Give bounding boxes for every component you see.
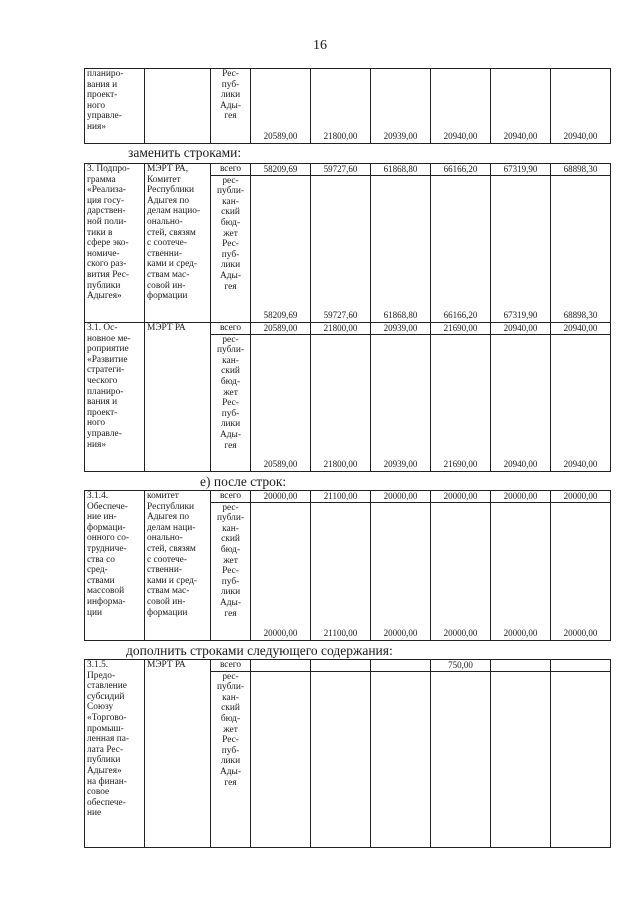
source-cell: всего рес- публи- кан- ский бюд- жет Рес- пуб- лики Ады- гея bbox=[211, 660, 251, 848]
source-cell: всего рес- публи- кан- ский бюд- жет Рес- пуб- лики Ады- гея bbox=[211, 323, 251, 472]
value-cell: 66166,20 66166,20 bbox=[431, 164, 491, 323]
value-cell: 20000,00 20000,00 bbox=[251, 491, 311, 641]
value-cell bbox=[491, 660, 551, 848]
table-after bbox=[84, 490, 611, 641]
value-cell: 20940,00 20940,00 bbox=[551, 323, 611, 472]
row-title-cell: 3.1.4. Обеспече- ние ин- формаци- онного со- трудниче- ства со сред- ствами массовой информа- ции bbox=[85, 491, 145, 641]
value-cell: 20000,00 20000,00 bbox=[431, 491, 491, 641]
instruction-after: е) после строк: bbox=[200, 474, 287, 489]
value-cell: 21800,00 21800,00 bbox=[311, 323, 371, 472]
value-cell: 20000,00 20000,00 bbox=[551, 491, 611, 641]
executor-cell: МЭРТ РА bbox=[145, 323, 211, 472]
value-cell: 20589,00 20589,00 bbox=[251, 323, 311, 472]
value-cell: 68898,30 68898,30 bbox=[551, 164, 611, 323]
value-cell: 21100,00 21100,00 bbox=[311, 491, 371, 641]
source-cell: всего рес- публи- кан- ский бюд- жет Рес- пуб- лики Ады- гея bbox=[211, 491, 251, 641]
value-cell: 20589,00 bbox=[251, 69, 311, 144]
value-cell bbox=[551, 660, 611, 848]
table-replacement bbox=[84, 163, 611, 472]
row-title-cell: планиро- вания и проект- ного управле- ния» bbox=[85, 69, 145, 144]
executor-cell: комитет Республики Адыгея по делам наци- онально- стей, связям с соотече- ственни- ками и сред- ствам мас- совой ин- формации bbox=[145, 491, 211, 641]
value-cell: 750,00 bbox=[431, 660, 491, 848]
value-cell: 20940,00 bbox=[491, 69, 551, 144]
row-title-cell: 3.1. Ос- новное ме- роприятие «Развитие стратеги- ческого планиро- вания и проект- ного управле- ния» bbox=[85, 323, 145, 472]
value-cell: 20939,00 20939,00 bbox=[371, 323, 431, 472]
value-cell: 59727,60 59727,60 bbox=[311, 164, 371, 323]
page-number: 16 bbox=[313, 38, 327, 53]
value-cell bbox=[371, 660, 431, 848]
executor-cell bbox=[145, 69, 211, 144]
value-cell: 61868,80 61868,80 bbox=[371, 164, 431, 323]
row-title-cell: 3. Подпро- грамма «Реализа- ция госу- дарствен- ной поли- тики в сфере эко- номиче- ского раз- вития Рес- публики Адыгея» bbox=[85, 164, 145, 323]
value-cell: 21690,00 21690,00 bbox=[431, 323, 491, 472]
value-cell: 20940,00 20940,00 bbox=[491, 323, 551, 472]
instruction-replace: заменить строками: bbox=[128, 145, 242, 160]
value-cell: 20000,00 20000,00 bbox=[371, 491, 431, 641]
value-cell: 20940,00 bbox=[551, 69, 611, 144]
value-cell: 20940,00 bbox=[431, 69, 491, 144]
table-add bbox=[84, 659, 611, 848]
value-cell bbox=[251, 660, 311, 848]
value-cell: 20000,00 20000,00 bbox=[491, 491, 551, 641]
value-cell: 21800,00 bbox=[311, 69, 371, 144]
source-cell: Рес- пуб- лики Ады- гея bbox=[211, 69, 251, 144]
value-cell bbox=[311, 660, 371, 848]
executor-cell: МЭРТ РА, Комитет Республики Адыгея по делам нацио- онально- стей, связям с соотече- ственни- ками и сред- ствам мас- совой ин- формации bbox=[145, 164, 211, 323]
value-cell: 67319,90 67319,90 bbox=[491, 164, 551, 323]
source-cell: всего рес- публи- кан- ский бюд- жет Рес- пуб- лики Ады- гея bbox=[211, 164, 251, 323]
table-top-fragment bbox=[84, 68, 611, 144]
value-cell: 20939,00 bbox=[371, 69, 431, 144]
row-title-cell: 3.1.5. Предо- ставление субсидий Союзу «Торгово- промыш- ленная па- лата Рес- публики Адыгея» на финан- совое обеспече- ние bbox=[85, 660, 145, 848]
executor-cell: МЭРТ РА bbox=[145, 660, 211, 848]
instruction-add: дополнить строками следующего содержания: bbox=[126, 643, 393, 658]
value-cell: 58209,69 58209,69 bbox=[251, 164, 311, 323]
